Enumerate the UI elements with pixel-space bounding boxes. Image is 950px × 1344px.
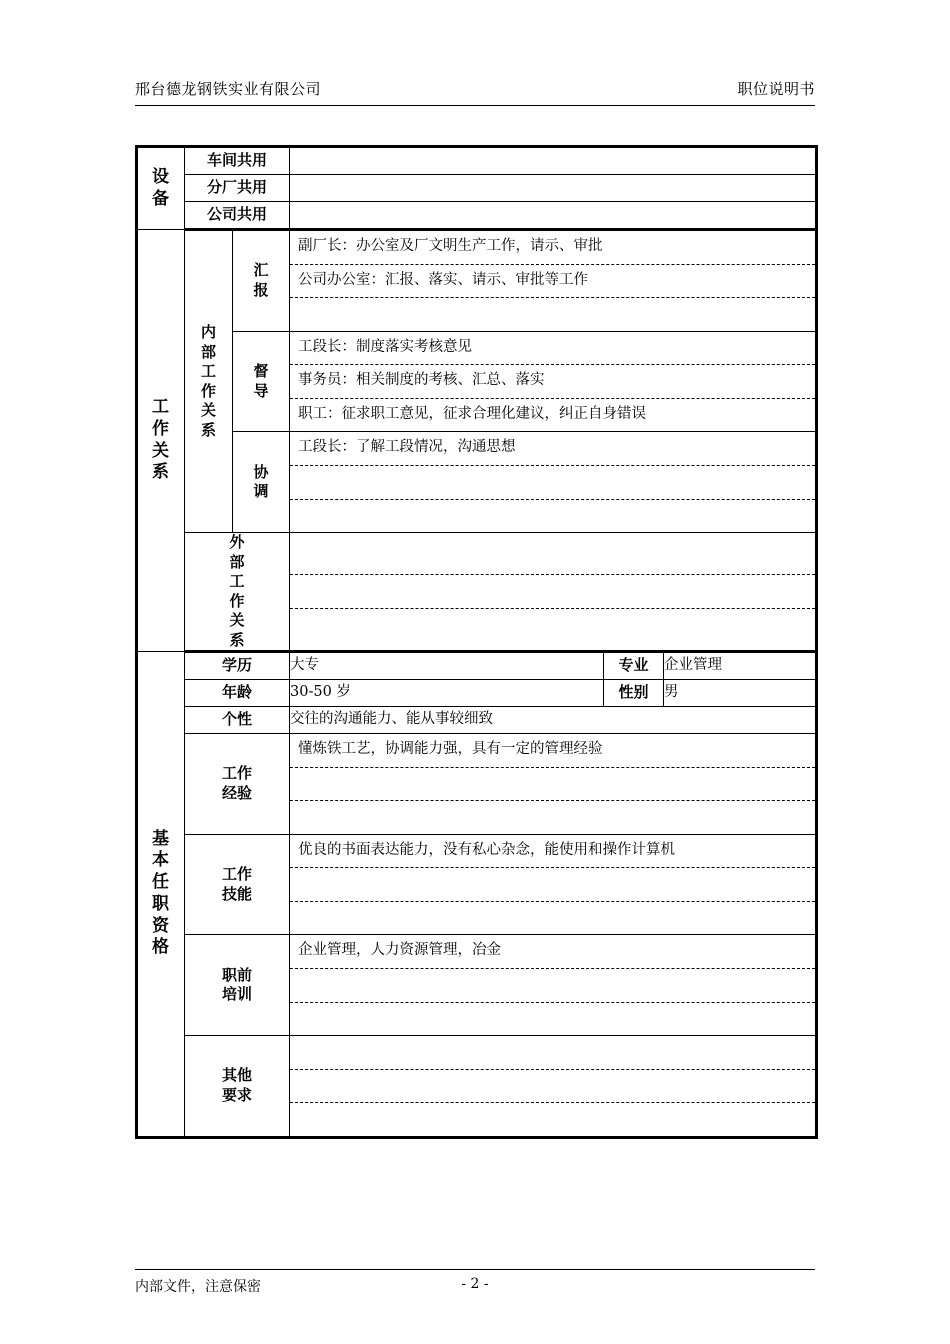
group-label-supervise: 督 导: [233, 331, 290, 432]
section-label-work-relations: 工 作 关 系: [137, 230, 185, 652]
table-row: [137, 331, 817, 432]
row-label-major: 专业: [604, 652, 664, 680]
table-row: [137, 935, 817, 1036]
list-item: [290, 968, 815, 1002]
group-label-coordinate: 协 调: [233, 432, 290, 533]
job-description-table: [135, 145, 818, 1139]
group-content-supervise: [290, 331, 817, 432]
list-item: 懂炼铁工艺，协调能力强，具有一定的管理经验: [298, 741, 603, 758]
table-row: [137, 147, 817, 175]
table-row: [137, 533, 817, 652]
value-gender: 男: [664, 680, 817, 707]
list-item: [290, 800, 815, 834]
row-label-pre-training: 职前 培训: [185, 935, 290, 1036]
value-pre-training: [290, 935, 817, 1036]
value-experience: [290, 734, 817, 835]
row-label-personality: 个性: [185, 707, 290, 734]
list-item: 公司办公室：汇报、落实、请示、审批等工作: [290, 264, 815, 298]
subsection-label-external-relations: 外 部 工 作 关 系: [185, 533, 290, 652]
list-item: 职工：征求职工意见，征求合理化建议，纠正自身错误: [290, 398, 815, 432]
table-row: [137, 834, 817, 935]
row-label-skills: 工作 技能: [185, 834, 290, 935]
header-company-name: 邢台德龙钢铁实业有限公司: [135, 80, 322, 98]
group-content-coordinate: [290, 432, 817, 533]
footer-confidential-note: 内部文件，注意保密: [135, 1279, 261, 1295]
table-row: [137, 432, 817, 533]
list-item: 企业管理，人力资源管理，冶金: [298, 942, 502, 959]
row-label-experience: 工作 经验: [185, 734, 290, 835]
list-item: [290, 1002, 815, 1036]
table-row: [137, 202, 817, 230]
list-item: [290, 608, 815, 642]
list-item: [290, 867, 815, 901]
table-row: [137, 1036, 817, 1138]
value-age: 30-50 岁: [290, 680, 604, 707]
value-other-requirements: [290, 1036, 817, 1138]
page-footer: [135, 1269, 815, 1296]
row-label-workshop-shared: 车间共用: [185, 147, 290, 175]
value-major: 企业管理: [664, 652, 817, 680]
list-item: [290, 542, 815, 575]
table-row: [137, 707, 817, 734]
list-item: [290, 465, 815, 499]
subsection-content-external-relations: [290, 533, 817, 652]
section-label-equipment: 设 备: [137, 147, 185, 230]
value-branch-shared: [290, 175, 817, 202]
row-label-age: 年龄: [185, 680, 290, 707]
value-education: 大专: [290, 652, 604, 680]
row-label-education: 学历: [185, 652, 290, 680]
row-label-other-requirements: 其他 要求: [185, 1036, 290, 1138]
list-item: [290, 1102, 815, 1136]
header-document-title: 职位说明书: [737, 80, 815, 98]
list-item: [290, 297, 815, 331]
list-item: [290, 1036, 815, 1069]
list-item: [290, 1069, 815, 1103]
list-item: [290, 901, 815, 935]
subsection-label-internal-relations: 内 部 工 作 关 系: [185, 230, 233, 533]
row-label-branch-shared: 分厂共用: [185, 175, 290, 202]
list-item: 副厂长：办公室及厂文明生产工作，请示、审批: [298, 238, 603, 254]
group-content-report: [290, 230, 817, 332]
row-label-gender: 性别: [604, 680, 664, 707]
section-label-qualification: 基 本 任 职 资 格: [137, 652, 185, 1138]
group-label-report: 汇 报: [233, 230, 290, 332]
table-row: [137, 175, 817, 202]
list-item: [290, 499, 815, 533]
list-item: [290, 574, 815, 608]
table-row: [137, 652, 817, 680]
footer-page-number: - 2 -: [461, 1276, 489, 1292]
value-workshop-shared: [290, 147, 817, 175]
list-item: [290, 767, 815, 801]
list-item: 事务员：相关制度的考核、汇总、落实: [290, 364, 815, 398]
page-header: [135, 78, 815, 106]
table-row: [137, 680, 817, 707]
list-item: 工段长：制度落实考核意见: [298, 338, 473, 355]
value-company-shared: [290, 202, 817, 230]
table-row: [137, 734, 817, 835]
list-item: 优良的书面表达能力，没有私心杂念，能使用和操作计算机: [298, 841, 676, 858]
row-label-company-shared: 公司共用: [185, 202, 290, 230]
value-skills: [290, 834, 817, 935]
value-personality: 交往的沟通能力、能从事较细致: [290, 707, 817, 734]
list-item: 工段长：了解工段情况，沟通思想: [298, 439, 516, 456]
table-row: [137, 230, 817, 332]
